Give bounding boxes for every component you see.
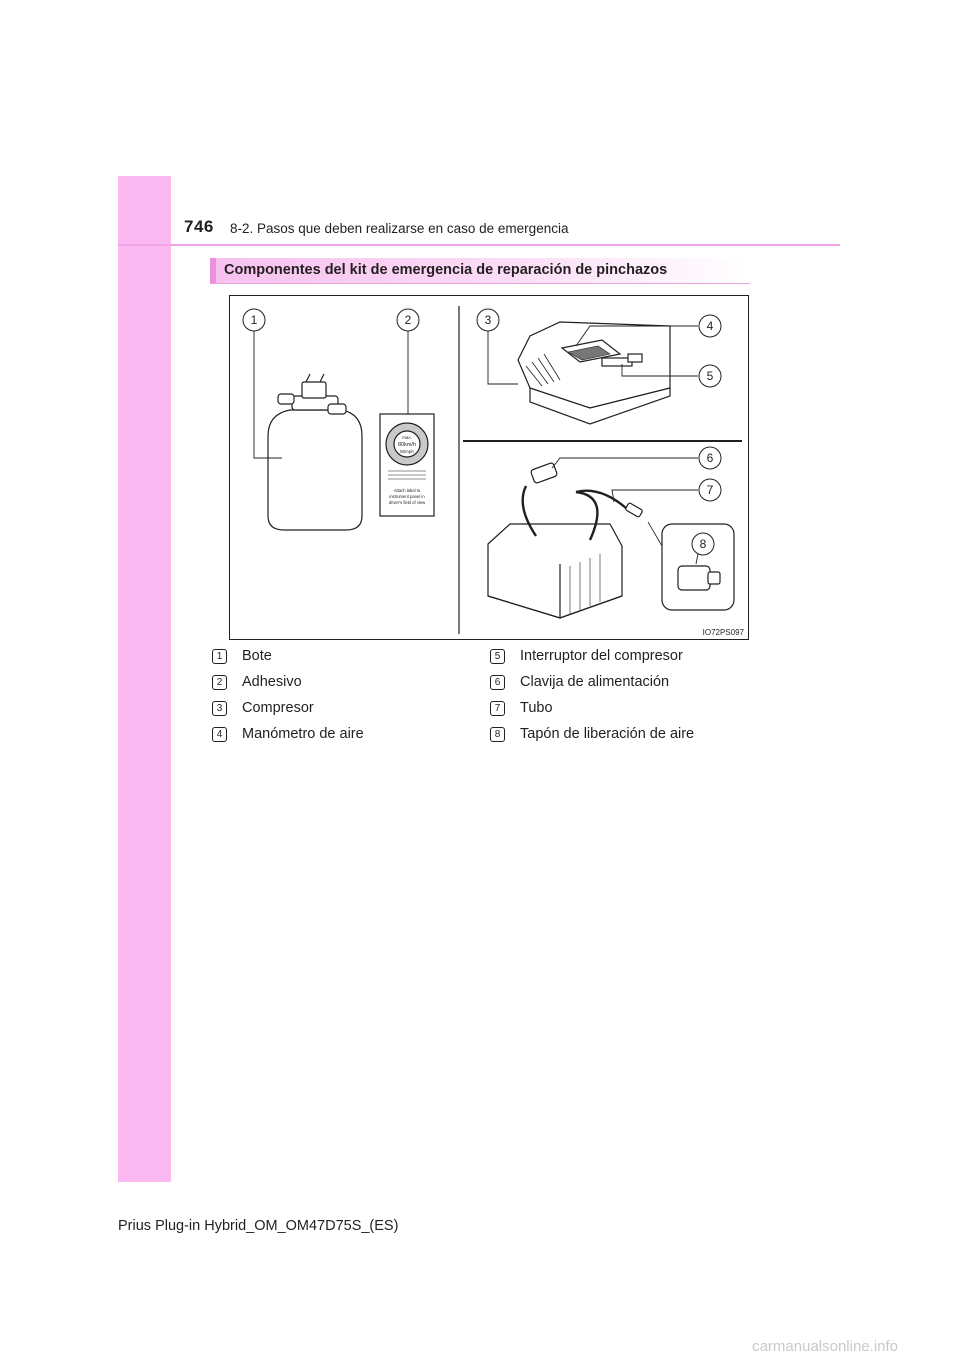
legend-label: Compresor — [242, 700, 314, 716]
legend-label: Manómetro de aire — [242, 726, 364, 742]
legend-item-7 — [490, 700, 553, 716]
legend-item-2 — [212, 674, 302, 690]
side-tab-band — [118, 176, 171, 1182]
legend-number: 2 — [212, 675, 227, 690]
legend-label: Bote — [242, 648, 272, 664]
kit-illustration — [229, 295, 749, 640]
callout-2: 2 — [404, 313, 412, 327]
legend-number: 8 — [490, 727, 505, 742]
legend-item-4 — [212, 726, 364, 742]
figure-code: IO72PS097 — [702, 628, 744, 637]
section-heading-bar — [210, 258, 750, 284]
legend-number: 6 — [490, 675, 505, 690]
callout-6: 6 — [706, 451, 714, 465]
kit-illustration-drawing — [230, 296, 748, 639]
legend-label: Interruptor del compresor — [520, 648, 683, 664]
legend-number: 1 — [212, 649, 227, 664]
legend-number: 3 — [212, 701, 227, 716]
leader-7 — [612, 490, 698, 502]
sticker-speed-kmh: 80km/h — [397, 442, 417, 448]
page-number: 746 — [184, 217, 214, 236]
legend-item-6 — [490, 674, 669, 690]
sticker-line-3: driver's field of view — [388, 500, 426, 505]
legend-label: Tubo — [520, 700, 553, 716]
compressor-drawing — [518, 322, 670, 424]
callout-8: 8 — [699, 537, 707, 551]
callout-5: 5 — [706, 369, 714, 383]
sticker-line-2: instrument panel in — [389, 494, 425, 499]
legend-number: 5 — [490, 649, 505, 664]
sticker-speed-max: max. — [402, 435, 412, 440]
callout-1: 1 — [250, 313, 258, 327]
legend-item-8 — [490, 726, 694, 742]
callout-4: 4 — [706, 319, 714, 333]
legend-label: Tapón de liberación de aire — [520, 726, 695, 742]
bottle-drawing — [268, 374, 362, 530]
legend-item-5 — [490, 648, 683, 664]
sticker-speed-mph: 50mph — [400, 449, 414, 454]
running-header: 8-2. Pasos que deben realizarse en caso de emergencia — [230, 221, 569, 236]
legend-label: Clavija de alimentación — [520, 674, 670, 690]
legend-label: Adhesivo — [242, 674, 302, 690]
legend-number: 7 — [490, 701, 505, 716]
leader-6 — [552, 458, 698, 468]
legend-number: 4 — [212, 727, 227, 742]
callout-3: 3 — [484, 313, 492, 327]
watermark: carmanualsonline.info — [752, 1338, 898, 1355]
callout-7: 7 — [706, 483, 714, 497]
section-title: Componentes del kit de emergencia de reparación de pinchazos — [224, 262, 668, 278]
header-rule — [118, 244, 840, 246]
legend-item-1 — [212, 648, 272, 664]
sticker-line-1: Attach label to — [393, 488, 421, 493]
legend-item-3 — [212, 700, 314, 716]
footer-document-id: Prius Plug-in Hybrid_OM_OM47D75S_(ES) — [118, 1218, 399, 1234]
